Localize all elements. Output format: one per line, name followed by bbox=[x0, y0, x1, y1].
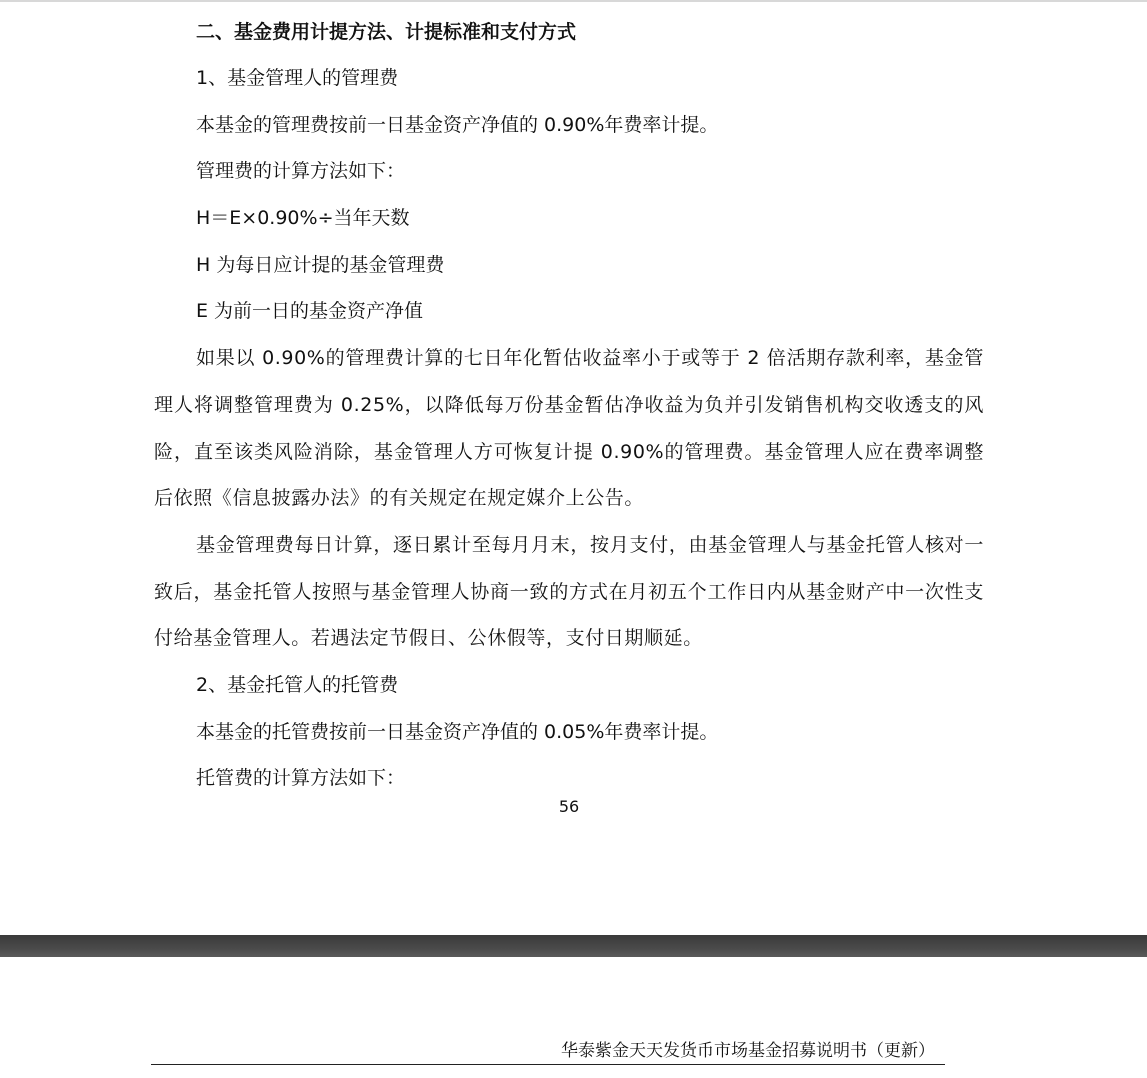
management-fee-title: 1、基金管理人的管理费 bbox=[196, 67, 399, 89]
custody-fee-rate: 本基金的托管费按前一日基金资产净值的 0.05%年费率计提。 bbox=[196, 720, 719, 743]
page-separator bbox=[0, 935, 1147, 957]
custody-fee-method: 托管费的计算方法如下： bbox=[196, 767, 406, 790]
next-page bbox=[0, 957, 1147, 1078]
document-page bbox=[0, 2, 1147, 935]
running-header-title: 华泰紫金天天发货币市场基金招募说明书（更新） bbox=[561, 1041, 935, 1061]
management-fee-method: 管理费的计算方法如下： bbox=[196, 160, 406, 183]
header-rule bbox=[151, 1064, 945, 1065]
fee-payment-paragraph: 基金管理费每日计算，逐日累计至每月月末，按月支付，由基金管理人与基金托管人核对一致后，基金托管人按照与基金管理人协商一致的方式在月初五个工作日内从基金财产中一次性支付给基金管理人。若遇法定节假日、公休假等，支付日期顺延。 bbox=[154, 533, 984, 650]
custody-fee-title: 2、基金托管人的托管费 bbox=[196, 674, 399, 697]
formula-e-definition: E 为前一日的基金资产净值 bbox=[196, 300, 424, 323]
management-fee-formula: H＝E×0.90%÷当年天数 bbox=[196, 207, 410, 230]
formula-h-definition: H 为每日应计提的基金管理费 bbox=[196, 253, 445, 276]
fee-adjustment-paragraph: 如果以 0.90%的管理费计算的七日年化暂估收益率小于或等于 2 倍活期存款利率，基金管理人将调整管理费为 0.25%，以降低每万份基金暂估净收益为负并引发销售机构交收透支的风险，直至该类风险消除，基金管理人方可恢复计提 0.90%的管理费。基金管理人应在费率调整后依照《信息披露办法》的有关规定在规定媒介上公告。 bbox=[154, 347, 984, 510]
page-body bbox=[154, 9, 984, 802]
section-heading: 二、基金费用计提方法、计提标准和支付方式 bbox=[196, 21, 577, 43]
page-number: 56 bbox=[558, 797, 580, 816]
management-fee-rate: 本基金的管理费按前一日基金资产净值的 0.90%年费率计提。 bbox=[196, 113, 719, 136]
